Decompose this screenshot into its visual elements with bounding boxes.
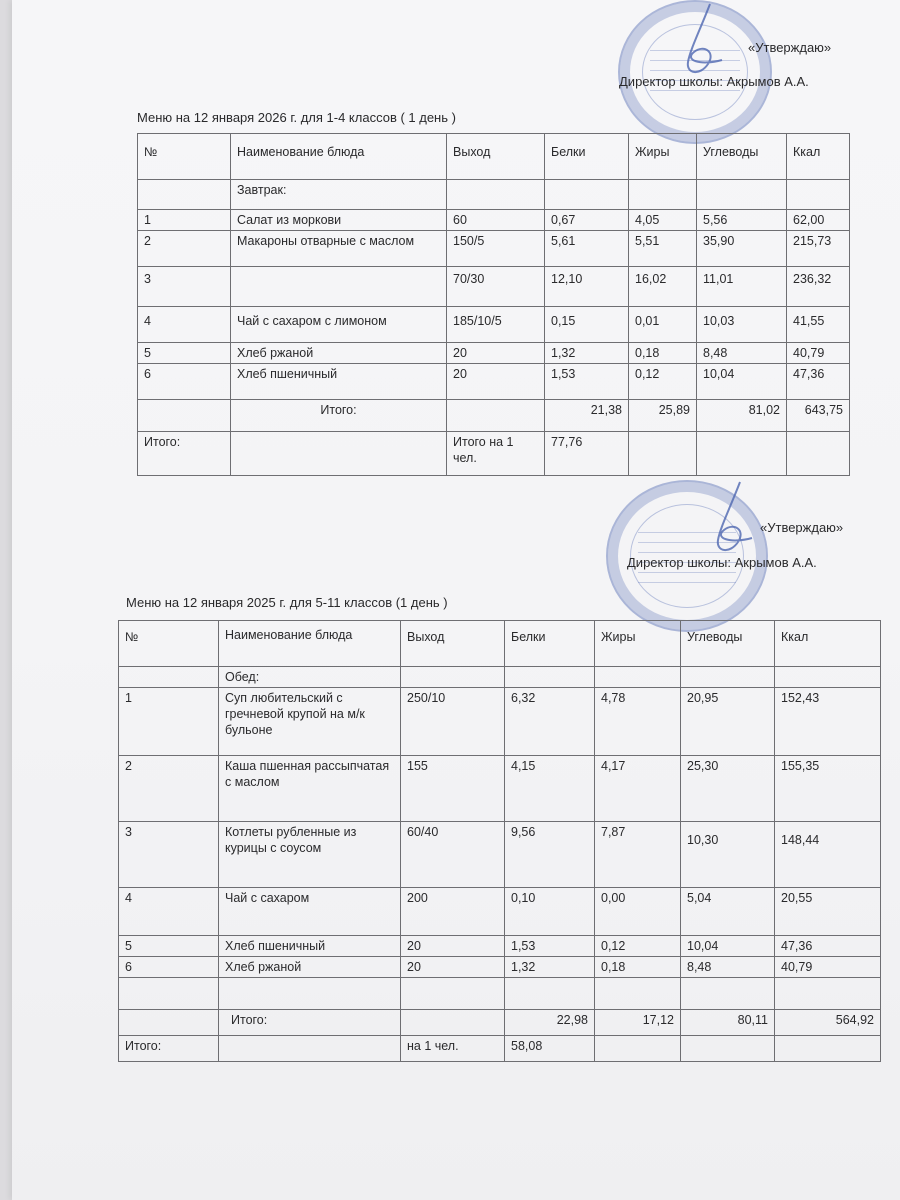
cell: 1,32 (545, 343, 629, 364)
total-row (119, 1010, 881, 1036)
table-row (138, 343, 850, 364)
cell: Каша пшенная рассыпчатая с маслом (219, 756, 401, 822)
cell: 5,61 (545, 231, 629, 267)
cell: 564,92 (775, 1010, 881, 1036)
header-cell: Белки (545, 134, 629, 180)
table-row (119, 756, 881, 822)
cell: 0,12 (629, 364, 697, 400)
cell: 47,36 (775, 936, 881, 957)
cell: 1,32 (505, 957, 595, 978)
cell: 41,55 (787, 307, 850, 343)
cell: 77,76 (545, 432, 629, 476)
header-cell: Углеводы (681, 621, 775, 667)
cell: 17,12 (595, 1010, 681, 1036)
cell: 1 (119, 688, 219, 756)
cell: 4,78 (595, 688, 681, 756)
cell: 0,15 (545, 307, 629, 343)
cell: 2 (138, 231, 231, 267)
cell: 6,32 (505, 688, 595, 756)
table-row (119, 688, 881, 756)
header-cell: Ккал (775, 621, 881, 667)
cell: 152,43 (775, 688, 881, 756)
table-row (119, 888, 881, 936)
cell: 0,12 (595, 936, 681, 957)
cell: 58,08 (505, 1036, 595, 1062)
cell: 5 (119, 936, 219, 957)
cell: Макароны отварные с маслом (231, 231, 447, 267)
cell: 4 (138, 307, 231, 343)
cell: Котлеты рубленные из курицы с соусом (219, 822, 401, 888)
cell: 35,90 (697, 231, 787, 267)
header-cell: Наименование блюда (219, 621, 401, 667)
cell: 20,55 (775, 888, 881, 936)
cell: на 1 чел. (401, 1036, 505, 1062)
cell: 25,89 (629, 400, 697, 432)
cell: Итого на 1 чел. (447, 432, 545, 476)
cell: 20 (447, 364, 545, 400)
cell: 10,04 (697, 364, 787, 400)
cell: 155,35 (775, 756, 881, 822)
cell: Хлеб пшеничный (231, 364, 447, 400)
per-person-row (138, 432, 850, 476)
cell: 5,56 (697, 210, 787, 231)
cell: 20 (401, 957, 505, 978)
cell: Итого: (119, 1036, 219, 1062)
table-header-row (138, 134, 850, 180)
header-cell: Выход (401, 621, 505, 667)
cell: 20 (447, 343, 545, 364)
cell: 6 (138, 364, 231, 400)
cell: 0,67 (545, 210, 629, 231)
cell: 11,01 (697, 267, 787, 307)
table-row (138, 307, 850, 343)
total-label: Итого: (219, 1010, 401, 1036)
cell: Хлеб ржаной (231, 343, 447, 364)
cell: 185/10/5 (447, 307, 545, 343)
cell: 6 (119, 957, 219, 978)
header-cell: № (119, 621, 219, 667)
page-edge-shadow (0, 0, 12, 1200)
cell: Чай с сахаром с лимоном (231, 307, 447, 343)
cell: 4,05 (629, 210, 697, 231)
header-cell: Наименование блюда (231, 134, 447, 180)
cell: 70/30 (447, 267, 545, 307)
approval-title: «Утверждаю» (760, 520, 844, 535)
section-row (138, 180, 850, 210)
section-row (119, 667, 881, 688)
cell: 21,38 (545, 400, 629, 432)
cell: 5,04 (681, 888, 775, 936)
menu-caption-5-11: Меню на 12 января 2025 г. для 5-11 классов (1 день ) (126, 595, 448, 610)
per-person-row (119, 1036, 881, 1062)
menu-table-1-4 (137, 133, 850, 476)
header-cell: Углеводы (697, 134, 787, 180)
cell: 81,02 (697, 400, 787, 432)
header-cell: Белки (505, 621, 595, 667)
cell: Суп любительский с гречневой крупой на м/к бульоне (219, 688, 401, 756)
cell: 12,10 (545, 267, 629, 307)
cell: 20 (401, 936, 505, 957)
cell: 643,75 (787, 400, 850, 432)
cell: 0,18 (629, 343, 697, 364)
cell: 20,95 (681, 688, 775, 756)
section-label: Завтрак: (231, 180, 447, 210)
cell: 1 (138, 210, 231, 231)
cell: 8,48 (697, 343, 787, 364)
cell: 10,03 (697, 307, 787, 343)
cell: 40,79 (775, 957, 881, 978)
cell: 62,00 (787, 210, 850, 231)
approval-director: Директор школы: Акрымов А.А. (619, 74, 809, 89)
empty-row (119, 978, 881, 1010)
header-cell: Жиры (595, 621, 681, 667)
total-row (138, 400, 850, 432)
cell: 2 (119, 756, 219, 822)
header-cell: № (138, 134, 231, 180)
cell: Хлеб ржаной (219, 957, 401, 978)
cell: 215,73 (787, 231, 850, 267)
cell: 60/40 (401, 822, 505, 888)
cell: 10,30 (681, 822, 775, 888)
cell: Салат из моркови (231, 210, 447, 231)
cell (231, 267, 447, 307)
section-label: Обед: (219, 667, 401, 688)
cell: 1,53 (505, 936, 595, 957)
table-row (138, 364, 850, 400)
cell: 1,53 (545, 364, 629, 400)
cell: 0,00 (595, 888, 681, 936)
header-cell: Выход (447, 134, 545, 180)
cell: 9,56 (505, 822, 595, 888)
cell: 4,15 (505, 756, 595, 822)
cell: 5,51 (629, 231, 697, 267)
cell: 47,36 (787, 364, 850, 400)
table-header-row (119, 621, 881, 667)
cell: 5 (138, 343, 231, 364)
approval-title: «Утверждаю» (748, 40, 832, 55)
cell: 3 (119, 822, 219, 888)
cell: 148,44 (775, 822, 881, 888)
cell: 200 (401, 888, 505, 936)
menu-caption-1-4: Меню на 12 января 2026 г. для 1-4 классов ( 1 день ) (137, 110, 456, 125)
cell: 0,10 (505, 888, 595, 936)
header-cell: Ккал (787, 134, 850, 180)
cell: 25,30 (681, 756, 775, 822)
cell: 22,98 (505, 1010, 595, 1036)
total-label: Итого: (231, 400, 447, 432)
cell: 0,18 (595, 957, 681, 978)
cell: 10,04 (681, 936, 775, 957)
cell: 250/10 (401, 688, 505, 756)
cell: 236,32 (787, 267, 850, 307)
cell: 155 (401, 756, 505, 822)
cell: 3 (138, 267, 231, 307)
table-row (138, 231, 850, 267)
cell: Итого: (138, 432, 231, 476)
cell: 40,79 (787, 343, 850, 364)
table-row (138, 267, 850, 307)
cell: 60 (447, 210, 545, 231)
header-cell: Жиры (629, 134, 697, 180)
cell: 4,17 (595, 756, 681, 822)
cell: Хлеб пшеничный (219, 936, 401, 957)
cell: 0,01 (629, 307, 697, 343)
cell: 150/5 (447, 231, 545, 267)
table-row (119, 957, 881, 978)
approval-director: Директор школы: Акрымов А.А. (627, 555, 817, 570)
menu-table-5-11 (118, 620, 881, 1062)
cell: 7,87 (595, 822, 681, 888)
cell: 16,02 (629, 267, 697, 307)
table-row (119, 936, 881, 957)
cell: 4 (119, 888, 219, 936)
table-row (138, 210, 850, 231)
cell: 80,11 (681, 1010, 775, 1036)
cell: 8,48 (681, 957, 775, 978)
cell: Чай с сахаром (219, 888, 401, 936)
table-row (119, 822, 881, 888)
